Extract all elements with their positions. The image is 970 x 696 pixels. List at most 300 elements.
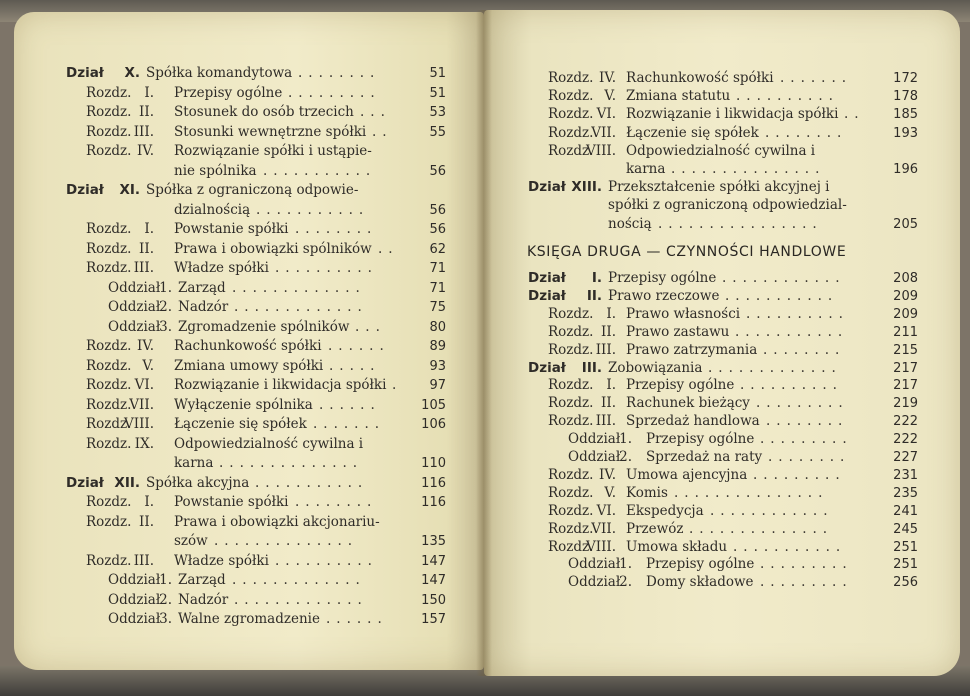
entry-number: II. [586,287,602,304]
entry-prefix: Rozdz. [548,520,594,537]
entry-title: Zgromadzenie spólników [178,318,350,335]
leader-dots: .. [844,106,865,123]
toc-entry [66,163,446,180]
entry-page: 106 [421,417,446,432]
entry-title: Zmiana statutu [626,88,731,105]
entry-page: 211 [893,324,918,340]
entry-page: 135 [421,534,446,549]
toc-entry [66,319,446,336]
leader-dots: ........... [263,162,377,179]
entry-page: 208 [893,271,918,286]
toc-entry [66,65,446,82]
leader-dots: ...... [326,611,388,627]
leader-dots: .............. [219,455,364,471]
toc-entry [66,572,446,589]
toc-entry [528,360,918,377]
toc-entry [528,342,918,359]
leader-dots: .......... [736,88,839,105]
toc-entry [528,467,918,484]
leader-dots: .......... [740,377,843,394]
entry-title: Prawa i obowiązki spólników [174,240,372,257]
toc-entry [66,377,446,394]
entry-number: I. [144,84,154,101]
entry-number: I. [591,270,602,286]
entry-prefix: Rozdz. [548,106,594,123]
entry-page: 62 [429,241,446,257]
leader-dots: ............... [671,161,826,177]
entry-number: 2. [159,591,172,608]
entry-prefix: Rozdz. [86,221,132,237]
entry-title: Spółka komandytowa [146,65,293,81]
leader-dots: .............. [689,520,834,537]
toc-entry [66,494,446,511]
entry-title: Powstanie spółki [174,494,289,510]
entry-title: Nadzór [178,591,229,608]
leader-dots: ............. [232,279,366,296]
entry-title: Łączenie się spółek [626,124,759,141]
leader-dots: ...... [328,338,390,354]
toc-entry [66,221,446,238]
entry-number: VII. [591,520,616,537]
entry-number: VI. [134,377,154,393]
toc-entry [528,106,918,123]
entry-number: IV. [598,466,616,483]
entry-page: 93 [429,358,446,374]
toc-entry [528,161,918,178]
entry-prefix: Rozdz. [86,552,132,569]
left-page [14,12,484,670]
toc-entry [528,216,918,233]
entry-prefix: Rozdz. [548,305,594,322]
entry-page: 196 [893,162,918,177]
entry-number: I. [606,305,616,322]
entry-title: Sprzedaż na raty [646,449,763,465]
leader-dots: ... [355,318,386,335]
entry-prefix: Dział [66,474,104,491]
leader-dots: .......... [275,260,378,276]
leader-dots: ........ [768,449,851,465]
entry-title: Spółka akcyjna [146,474,250,491]
entry-number: 1. [159,279,172,296]
entry-prefix: Rozdz. [86,240,132,257]
entry-prefix: Rozdz. [86,260,132,276]
leader-dots: ....... [780,70,853,86]
entry-page: 235 [893,485,918,501]
entry-page: 80 [429,319,446,335]
leader-dots: .............. [214,533,359,549]
leader-dots: .. [372,123,393,140]
entry-number: VII. [591,124,616,141]
entry-page: 147 [421,553,446,569]
leader-dots: ............. [234,591,368,608]
toc-entry [66,611,446,628]
entry-title: Walne zgromadzenie [178,611,320,627]
entry-prefix: Rozdz. [548,88,594,105]
entry-prefix: Dział [528,270,566,286]
toc-entry [528,70,918,87]
entry-number: II. [601,323,616,340]
entry-title: Odpowiedzialność cywilna i [174,435,364,452]
entry-page: 178 [893,89,918,105]
toc-entry [66,143,446,160]
entry-number: 3. [159,611,172,627]
entry-number: III. [133,260,154,276]
entry-page: 241 [893,503,918,519]
entry-number: IV. [598,70,616,86]
toc-entry [528,270,918,287]
entry-prefix: Oddział [108,611,161,627]
entry-title: Powstanie spółki [174,221,289,237]
leader-dots: ........ [295,494,378,510]
entry-page: 56 [429,163,446,179]
entry-prefix: Rozdz. [548,466,594,483]
entry-page: 219 [893,396,918,412]
entry-title: nie spólnika [174,162,257,179]
leader-dots: ........... [255,474,369,491]
entry-number: XII. [114,474,140,491]
entry-title: Przepisy ogólne [646,556,755,573]
entry-number: 1. [619,556,632,573]
entry-number: VII. [129,396,154,413]
leader-dots: ..... [329,357,381,374]
entry-title: Łączenie się spółek [174,416,307,432]
entry-title: dzialnością [174,201,251,218]
entry-number: IV. [136,338,154,354]
entry-title: Przekształcenie spółki akcyjnej i [608,179,830,196]
book-spine [476,10,492,676]
entry-number: VIII. [586,142,617,159]
entry-page: 71 [429,280,446,296]
entry-page: 217 [893,360,918,376]
entry-page: 222 [893,432,918,448]
toc-entry [66,475,446,492]
entry-number: 2. [619,449,632,465]
entry-page: 105 [421,397,446,413]
toc-entry [528,395,918,412]
entry-number: I. [144,494,154,510]
leader-dots: ....... [313,416,386,432]
entry-title: Władze spółki [174,260,269,276]
toc-entry [66,553,446,570]
entry-title: Rozwiązanie spółki i ustąpie- [174,143,372,159]
toc-entry [528,125,918,142]
entry-title: Przepisy ogólne [608,270,717,286]
entry-page: 116 [421,475,446,491]
entry-prefix: Oddział [108,318,161,335]
entry-number: II. [139,513,154,530]
entry-title: Umowa ajencyjna [626,466,748,483]
toc-entry [528,521,918,538]
entry-prefix: Rozdz. [86,338,132,354]
entry-page: 251 [893,539,918,555]
toc-entry [66,260,446,277]
entry-prefix: Oddział [568,574,621,591]
entry-number: 1. [159,572,172,588]
toc-entry [528,377,918,394]
entry-page: 97 [429,378,446,393]
entry-title: Wyłączenie spólnika [174,396,313,413]
entry-title: Przepisy ogólne [626,377,735,394]
entry-prefix: Oddział [108,591,161,608]
entry-number: 1. [619,431,632,448]
entry-prefix: Rozdz. [86,143,132,159]
toc-entry [66,202,446,219]
entry-title: Przepisy ogólne [646,431,755,448]
entry-page: 51 [429,85,446,101]
entry-page: 193 [893,125,918,141]
entry-page: 55 [429,124,446,140]
toc-entry [66,397,446,414]
toc-entry [66,514,446,531]
entry-prefix: Rozdz. [86,416,132,432]
leader-dots: ............. [708,359,842,376]
entry-number: XIII. [571,179,602,196]
entry-title: Rozwiązanie i likwidacja spółki [174,377,387,393]
entry-number: III. [595,341,616,358]
leader-dots: ........ [766,413,849,430]
entry-page: 147 [421,573,446,588]
entry-number: IV. [136,143,154,159]
entry-page: 56 [429,222,446,237]
entry-title: Prawa i obowiązki akcjonariu- [174,513,380,530]
entry-prefix: Rozdz. [548,502,594,519]
entry-title: Zarząd [178,279,226,296]
toc-entry [528,179,918,196]
entry-title: Stosunki wewnętrzne spółki [174,123,367,140]
entry-number: I. [144,221,154,237]
leader-dots: ......... [760,574,853,591]
entry-page: 116 [421,495,446,510]
entry-title: Prawo zastawu [626,323,730,340]
toc-entry [528,539,918,556]
entry-prefix: Dział [528,287,566,304]
entry-prefix: Dział [66,65,104,81]
entry-title: Spółka z ograniczoną odpowie- [146,182,359,198]
entry-title: szów [174,533,208,549]
toc-entry [528,306,918,323]
entry-number: IX. [134,435,154,452]
entry-title: spółki z ograniczoną odpowiedzial- [608,197,847,214]
entry-number: X. [124,65,140,81]
entry-prefix: Rozdz. [548,538,594,555]
entry-title: Odpowiedzialność cywilna i [626,142,816,159]
leader-dots: ............ [710,502,834,519]
entry-page: 89 [429,339,446,354]
entry-number: VIII. [124,416,155,432]
leader-dots: ........ [763,341,846,358]
entry-page: 222 [893,414,918,430]
entry-title: Rachunkowość spółki [174,338,322,354]
entry-title: Umowa składu [626,538,728,555]
toc-entry [528,143,918,160]
entry-number: 3. [159,318,172,335]
entry-number: III. [133,552,154,569]
entry-number: III. [595,413,616,430]
entry-title: Zobowiązania [608,359,703,376]
entry-prefix: Oddział [108,572,161,588]
entry-page: 251 [893,557,918,573]
toc-entry [66,533,446,550]
entry-page: 217 [893,378,918,394]
entry-page: 256 [893,575,918,591]
leader-dots: ........ [295,221,378,237]
entry-prefix: Oddział [108,299,161,315]
entry-prefix: Rozdz. [86,123,132,140]
entry-page: 245 [893,521,918,537]
entry-prefix: Rozdz. [86,396,132,413]
entry-number: 2. [619,574,632,591]
toc-entry [528,88,918,105]
toc-entry [66,358,446,375]
entry-number: V. [604,88,616,105]
toc-entry [66,299,446,316]
entry-prefix: Rozdz. [548,323,594,340]
entry-prefix: Dział [528,359,566,376]
entry-title: nością [608,215,652,232]
entry-prefix: Dział [528,179,566,196]
toc-entry [528,449,918,466]
leader-dots: ........... [256,201,370,218]
leader-dots: ......... [288,84,381,101]
toc-entry [528,503,918,520]
entry-page: 185 [893,107,918,123]
entry-page: 231 [893,467,918,483]
entry-page: 110 [421,456,446,471]
entry-prefix: Oddział [568,556,621,573]
toc-entry [66,338,446,355]
entry-title: Ekspedycja [626,502,704,519]
leader-dots: ......... [756,395,849,412]
toc-entry [66,455,446,472]
entry-title: Rachunek bieżący [626,395,750,412]
right-page [484,10,960,676]
entry-prefix: Rozdz. [548,484,594,501]
entry-prefix: Rozdz. [86,435,132,452]
toc-entry [528,413,918,430]
toc-entry [66,280,446,297]
toc-entry [66,124,446,141]
book-heading: KSIĘGA DRUGA — CZYNNOŚCI HANDLOWE [527,244,847,260]
entry-page: 205 [893,216,918,232]
toc-entry [66,85,446,102]
leader-dots: ........... [733,538,847,555]
entry-prefix: Rozdz. [86,377,132,393]
leader-dots: .......... [275,552,378,569]
entry-number: II. [139,240,154,257]
entry-title: Rachunkowość spółki [626,70,774,86]
entry-page: 56 [429,202,446,218]
entry-page: 227 [893,450,918,465]
entry-title: Prawo rzeczowe [608,287,720,304]
entry-number: 2. [159,299,172,315]
entry-number: VI. [596,502,616,519]
leader-dots: ............ [722,270,846,286]
entry-title: Zarząd [178,572,226,588]
entry-page: 53 [429,105,446,120]
leader-dots: ......... [760,431,853,448]
entry-prefix: Oddział [568,449,621,465]
entry-prefix: Rozdz. [86,357,132,374]
entry-title: karna [174,455,214,471]
toc-entry [66,436,446,453]
leader-dots: ........ [765,124,848,141]
entry-prefix: Rozdz. [548,413,594,430]
entry-prefix: Dział [66,182,104,198]
leader-dots: .. [378,240,399,257]
entry-page: 150 [421,592,446,608]
entry-prefix: Rozdz. [548,395,594,412]
entry-prefix: Rozdz. [548,70,594,86]
entry-page: 71 [429,261,446,276]
leader-dots: ........ [298,65,381,81]
leader-dots: ........... [735,323,849,340]
toc-entry [66,182,446,199]
toc-entry [528,431,918,448]
entry-title: Prawo własności [626,305,741,322]
entry-prefix: Rozdz. [86,84,132,101]
entry-title: Rozwiązanie i likwidacja spółki [626,106,839,123]
entry-title: Władze spółki [174,552,269,569]
entry-number: VIII. [586,538,617,555]
entry-title: Nadzór [178,299,229,315]
entry-number: II. [601,395,616,412]
entry-page: 172 [893,71,918,86]
entry-number: II. [139,104,154,120]
leader-dots: ............... [674,484,829,501]
entry-page: 51 [429,66,446,81]
toc-entry [528,556,918,573]
entry-page: 215 [893,342,918,358]
entry-title: Komis [626,484,668,501]
leader-dots: ... [360,104,391,120]
toc-entry [528,485,918,502]
entry-title: Prawo zatrzymania [626,341,758,358]
entry-prefix: Rozdz. [548,142,594,159]
entry-title: Przepisy ogólne [174,84,283,101]
entry-number: VI. [596,106,616,123]
entry-prefix: Rozdz. [86,513,132,530]
toc-entry [66,592,446,609]
toc-entry [528,197,918,214]
entry-prefix: Rozdz. [86,104,132,120]
entry-prefix: Rozdz. [86,494,132,510]
entry-title: Domy składowe [646,574,754,591]
leader-dots: ........... [725,287,839,304]
leader-dots: ............. [234,299,368,315]
entry-title: Sprzedaż handlowa [626,413,760,430]
leader-dots: ...... [319,396,381,413]
entry-prefix: Oddział [108,279,161,296]
entry-number: V. [142,357,154,374]
entry-number: V. [604,484,616,501]
entry-number: I. [606,377,616,394]
toc-entry [66,104,446,121]
entry-page: 75 [429,300,446,315]
leader-dots: ......... [760,556,853,573]
leader-dots: . [392,377,403,393]
entry-title: Zmiana umowy spółki [174,357,324,374]
leader-dots: ............. [232,572,366,588]
entry-page: 209 [893,306,918,322]
entry-prefix: Oddział [568,431,621,448]
entry-title: Stosunek do osób trzecich [174,104,354,120]
entry-number: III. [133,123,154,140]
entry-prefix: Rozdz. [548,341,594,358]
toc-entry [528,288,918,305]
entry-prefix: Rozdz. [548,377,594,394]
entry-number: III. [581,359,602,376]
entry-page: 157 [421,612,446,627]
